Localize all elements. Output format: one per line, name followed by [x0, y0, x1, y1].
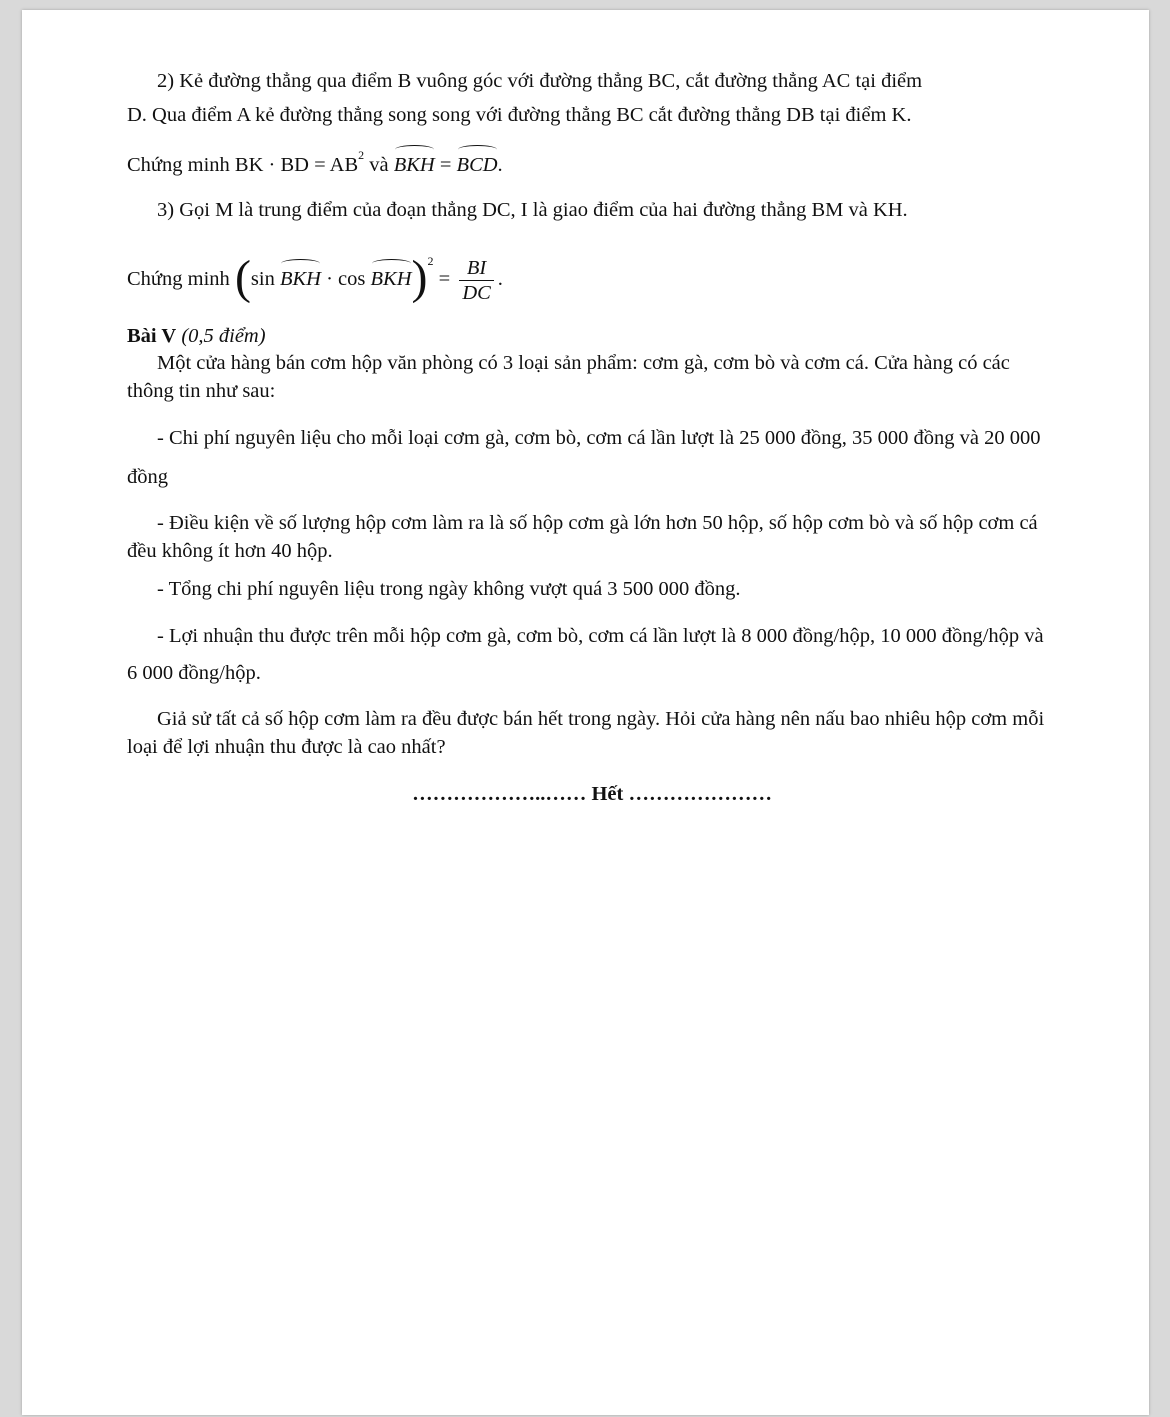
bai5-intro: Một cửa hàng bán cơm hộp văn phòng có 3 loại sản phẩm: cơm gà, cơm bò và cơm cá. Cửa hàng có các thông tin như sau: — [127, 351, 1010, 402]
bai5-title: Bài V — [127, 324, 177, 347]
end-marker — [127, 779, 1057, 810]
q3-formula — [127, 246, 1057, 305]
dots-left: ………………..…… — [412, 782, 587, 805]
bai5-question: Giả sử tất cả số hộp cơm làm ra đều được bán hết trong ngày. Hỏi cửa hàng nên nấu bao nhiêu hộp cơm mỗi loại để lợi nhuận thu được là cao nhất? — [127, 707, 1045, 758]
q3-end: . — [497, 268, 503, 290]
dot-cos: · cos — [320, 268, 371, 290]
bai5-item1: - Chi phí nguyên liệu cho mỗi loại cơm gà, cơm bò, cơm cá lần lượt là 25 000 đồng, 35 000 đồng và 20 000 đồng — [127, 426, 1041, 488]
bai5-item2: - Điều kiện về số lượng hộp cơm làm ra là số hộp cơm gà lớn hơn 50 hộp, số hộp cơm bò và số hộp cơm cá đều không ít hơn 40 hộp. — [127, 511, 1038, 562]
angle-bkh: BKH — [394, 150, 435, 181]
q2-line2: D. Qua điểm A kẻ đường thẳng song song với đường thẳng BC cắt đường thẳng DB tại điểm K. — [127, 104, 912, 126]
numerator: BI — [459, 256, 493, 281]
q2-line1: 2) Kẻ đường thẳng qua điểm B vuông góc với đường thẳng BC, cắt đường thẳng AC tại điểm — [157, 70, 923, 92]
bai5-score: (0,5 điểm) — [181, 324, 266, 347]
q2-and: và — [364, 154, 394, 176]
bai5-heading — [127, 323, 1057, 349]
document-content — [127, 66, 1057, 810]
fraction-bi-dc — [459, 256, 493, 305]
dots-right: ………………… — [628, 782, 772, 805]
bai5-item3: - Tổng chi phí nguyên liệu trong ngày không vượt quá 3 500 000 đồng. — [157, 577, 741, 600]
power-two: 2 — [427, 254, 434, 268]
denominator: DC — [462, 281, 491, 304]
q2-end: . — [497, 154, 503, 176]
q3-line1: 3) Gọi M là trung điểm của đoạn thẳng DC, I là giao điểm của hai đường thẳng BM và KH. — [157, 199, 908, 221]
q3-equals: = — [433, 268, 456, 290]
angle-bkh-sin: BKH — [280, 264, 321, 295]
paren-close: ) — [411, 251, 428, 304]
q2-exponent: 2 — [358, 148, 365, 162]
end-label: Hết — [591, 782, 624, 805]
q3-prefix: Chứng minh — [127, 268, 235, 290]
sin-label: sin — [250, 268, 280, 290]
q2-prefix: Chứng minh BK · BD = AB — [127, 154, 359, 176]
q2-line3 — [127, 140, 1057, 181]
q2-eq: = — [434, 154, 457, 176]
bai5-item4: - Lợi nhuận thu được trên mỗi hộp cơm gà, cơm bò, cơm cá lần lượt là 8 000 đồng/hộp, 10 000 đồng/hộp và 6 000 đồng/hộp. — [127, 624, 1044, 684]
angle-bkh-cos: BKH — [371, 264, 412, 295]
document-page — [22, 10, 1149, 1415]
paren-open: ( — [234, 251, 251, 304]
angle-bcd: BCD — [457, 150, 498, 181]
